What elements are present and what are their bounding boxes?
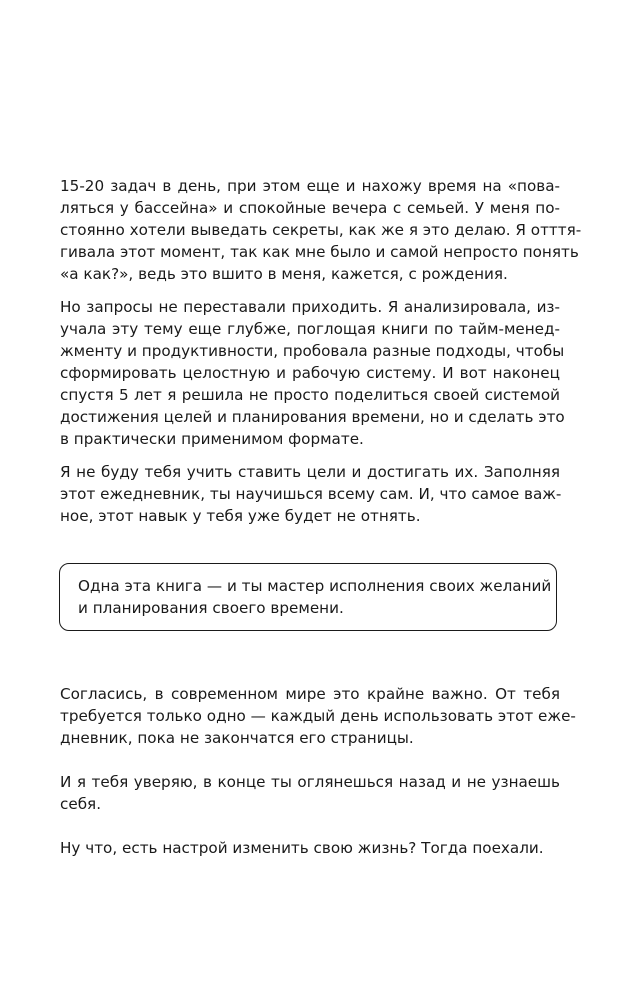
text-line: дневник, пока не закончатся его страницы. — [60, 729, 414, 747]
text-line: жменту и продуктивности, пробовала разные подходы, чтобы — [60, 342, 565, 360]
text-line: спустя 5 лет я решила не просто поделиться своей системой — [60, 386, 560, 404]
text-line: ное, этот навык у тебя уже будет не отнять. — [60, 507, 421, 525]
paragraph-requests — [60, 296, 565, 450]
paragraph-final — [60, 837, 560, 859]
paragraph-promise — [60, 461, 560, 527]
text-line: требуется только одно — каждый день использовать этот еже- — [60, 707, 576, 725]
text-line: Согласись, в современном мире это крайне важно. От тебя — [60, 685, 560, 703]
text-line: сформировать целостную и рабочую систему. И вот наконец — [60, 364, 560, 382]
text-line: стоянно хотели выведать секреты, как же я это делаю. Я отття- — [60, 221, 582, 239]
callout-box — [59, 563, 557, 631]
text-line: учала эту тему еще глубже, поглощая книги по тайм-менед- — [60, 320, 560, 338]
text-line: Одна эта книга — и ты мастер исполнения своих желаний — [78, 577, 552, 595]
text-line: «а как?», ведь это вшито в меня, кажется, с рождения. — [60, 265, 508, 283]
paragraph-assure — [60, 771, 560, 815]
text-line: Но запросы не переставали приходить. Я анализировала, из- — [60, 298, 560, 316]
text-line: себя. — [60, 795, 102, 813]
text-line: этот ежедневник, ты научишься всему сам. И, что самое важ- — [60, 485, 562, 503]
callout-text — [78, 575, 552, 619]
text-line: в практически применимом формате. — [60, 430, 364, 448]
text-line: достижения целей и планирования времени, но и сделать это — [60, 408, 565, 426]
paragraph-agree — [60, 683, 576, 749]
text-line: гивала этот момент, так как мне было и самой непросто понять — [60, 243, 579, 261]
text-line: ляться у бассейна» и спокойные вечера с семьей. У меня по- — [60, 199, 560, 217]
text-line: и планирования своего времени. — [78, 599, 344, 617]
text-line: И я тебя уверяю, в конце ты оглянешься назад и не узнаешь — [60, 773, 560, 791]
text-line: Ну что, есть настрой изменить свою жизнь? Тогда поехали. — [60, 839, 544, 857]
text-line: Я не буду тебя учить ставить цели и достигать их. Заполняя — [60, 463, 560, 481]
text-line: 15-20 задач в день, при этом еще и нахожу время на «пова- — [60, 177, 560, 195]
paragraph-intro — [60, 175, 582, 285]
